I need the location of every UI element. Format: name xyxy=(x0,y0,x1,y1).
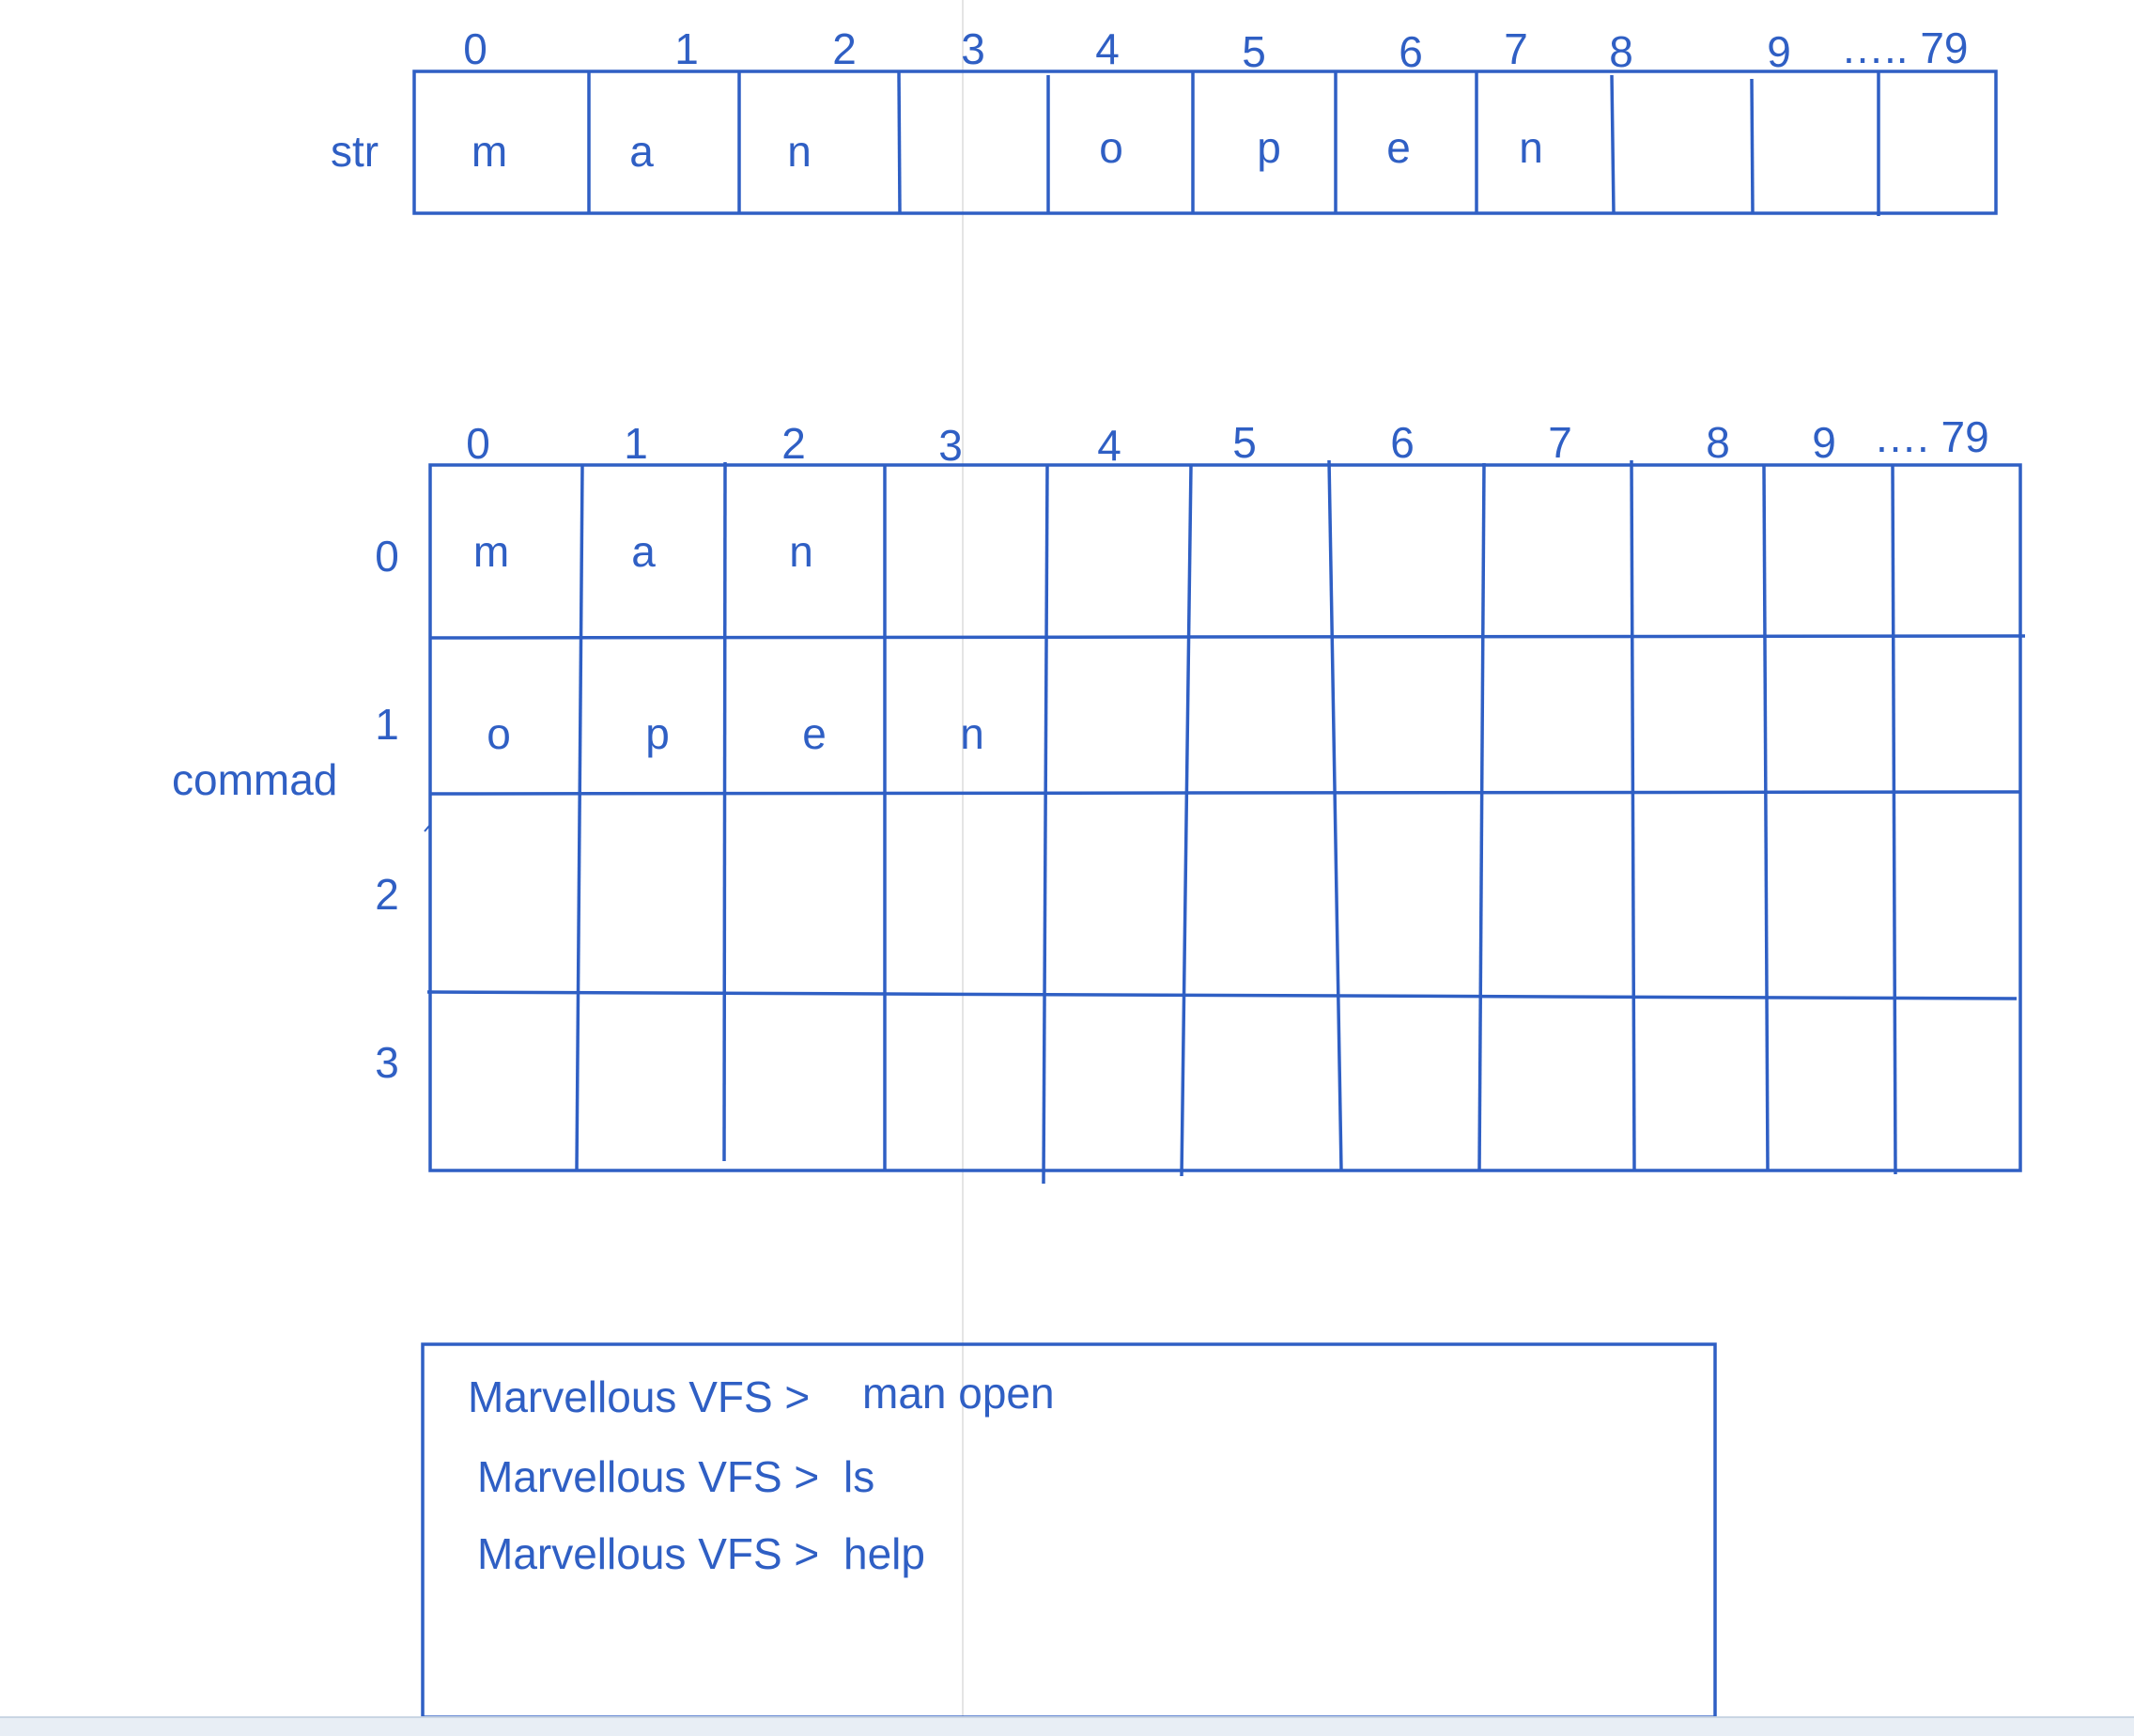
str-index: 4 xyxy=(1095,24,1120,73)
command-col-index: 1 xyxy=(624,419,648,468)
console-command: man open xyxy=(862,1369,1055,1418)
str-index: 5 xyxy=(1242,27,1266,76)
command-cell-value: o xyxy=(487,709,511,758)
str-index: 1 xyxy=(674,24,699,73)
command-col-index: 9 xyxy=(1812,418,1836,467)
cell-divider xyxy=(1612,75,1614,213)
command-col-index: 6 xyxy=(1390,418,1415,467)
console-box xyxy=(423,1344,1715,1717)
command-col-index: 2 xyxy=(781,419,806,468)
str-cell-value: m xyxy=(471,127,508,176)
command-col-index: 0 xyxy=(466,419,490,468)
command-col-index: 5 xyxy=(1232,418,1257,467)
command-row-index: 2 xyxy=(375,870,399,919)
column-divider xyxy=(1893,465,1895,1174)
column-divider xyxy=(1044,465,1047,1184)
column-divider xyxy=(577,465,582,1170)
str-array-label: str xyxy=(331,127,379,176)
row-divider xyxy=(427,992,2017,999)
str-index: 8 xyxy=(1609,27,1633,76)
status-bar xyxy=(0,1716,2134,1736)
str-cell-value: n xyxy=(1519,123,1543,172)
column-divider xyxy=(1764,465,1768,1170)
str-last-index: ….. 79 xyxy=(1841,23,1969,72)
command-cell-value: m xyxy=(472,527,510,576)
command-col-index: 8 xyxy=(1706,418,1730,467)
cell-divider xyxy=(1752,79,1753,213)
str-array xyxy=(331,23,1996,216)
console-prompt: Marvellous VFS > xyxy=(477,1452,820,1501)
command-last-col-index: …. 79 xyxy=(1874,412,1989,461)
str-cell-value: n xyxy=(787,127,812,176)
command-array xyxy=(172,412,2025,1184)
command-cell-value: n xyxy=(960,709,984,758)
column-divider xyxy=(724,462,725,1161)
command-col-index: 7 xyxy=(1548,418,1572,467)
str-cell-value: p xyxy=(1257,123,1281,172)
str-index: 0 xyxy=(463,24,487,73)
command-col-index: 3 xyxy=(938,421,963,470)
command-cell-value: n xyxy=(789,527,813,576)
row-divider xyxy=(430,792,2020,794)
row-divider xyxy=(430,636,2025,638)
command-cell-value: a xyxy=(631,527,656,576)
str-index: 2 xyxy=(832,24,857,73)
console-prompt: Marvellous VFS > xyxy=(468,1372,811,1421)
str-index: 6 xyxy=(1399,27,1423,76)
console-command: ls xyxy=(843,1452,875,1501)
str-index: 9 xyxy=(1767,27,1791,76)
command-cell-value: p xyxy=(645,709,670,758)
command-col-index: 4 xyxy=(1097,421,1121,470)
str-cell-value: o xyxy=(1099,123,1123,172)
command-row-index: 3 xyxy=(375,1038,399,1087)
str-index: 7 xyxy=(1504,24,1528,73)
cell-divider xyxy=(899,71,900,213)
column-divider xyxy=(1631,460,1634,1170)
str-cell-value: a xyxy=(629,127,654,176)
console-command: help xyxy=(843,1529,925,1578)
command-array-label: commad xyxy=(172,755,338,804)
column-divider xyxy=(1479,463,1484,1170)
column-divider xyxy=(1182,465,1191,1176)
column-divider xyxy=(1329,460,1341,1170)
command-array-box xyxy=(430,465,2020,1170)
command-cell-value: e xyxy=(802,709,827,758)
console-prompt: Marvellous VFS > xyxy=(477,1529,820,1578)
command-row-index: 0 xyxy=(375,532,399,581)
command-row-index: 1 xyxy=(375,700,399,749)
str-cell-value: e xyxy=(1386,123,1411,172)
str-index: 3 xyxy=(961,24,985,73)
